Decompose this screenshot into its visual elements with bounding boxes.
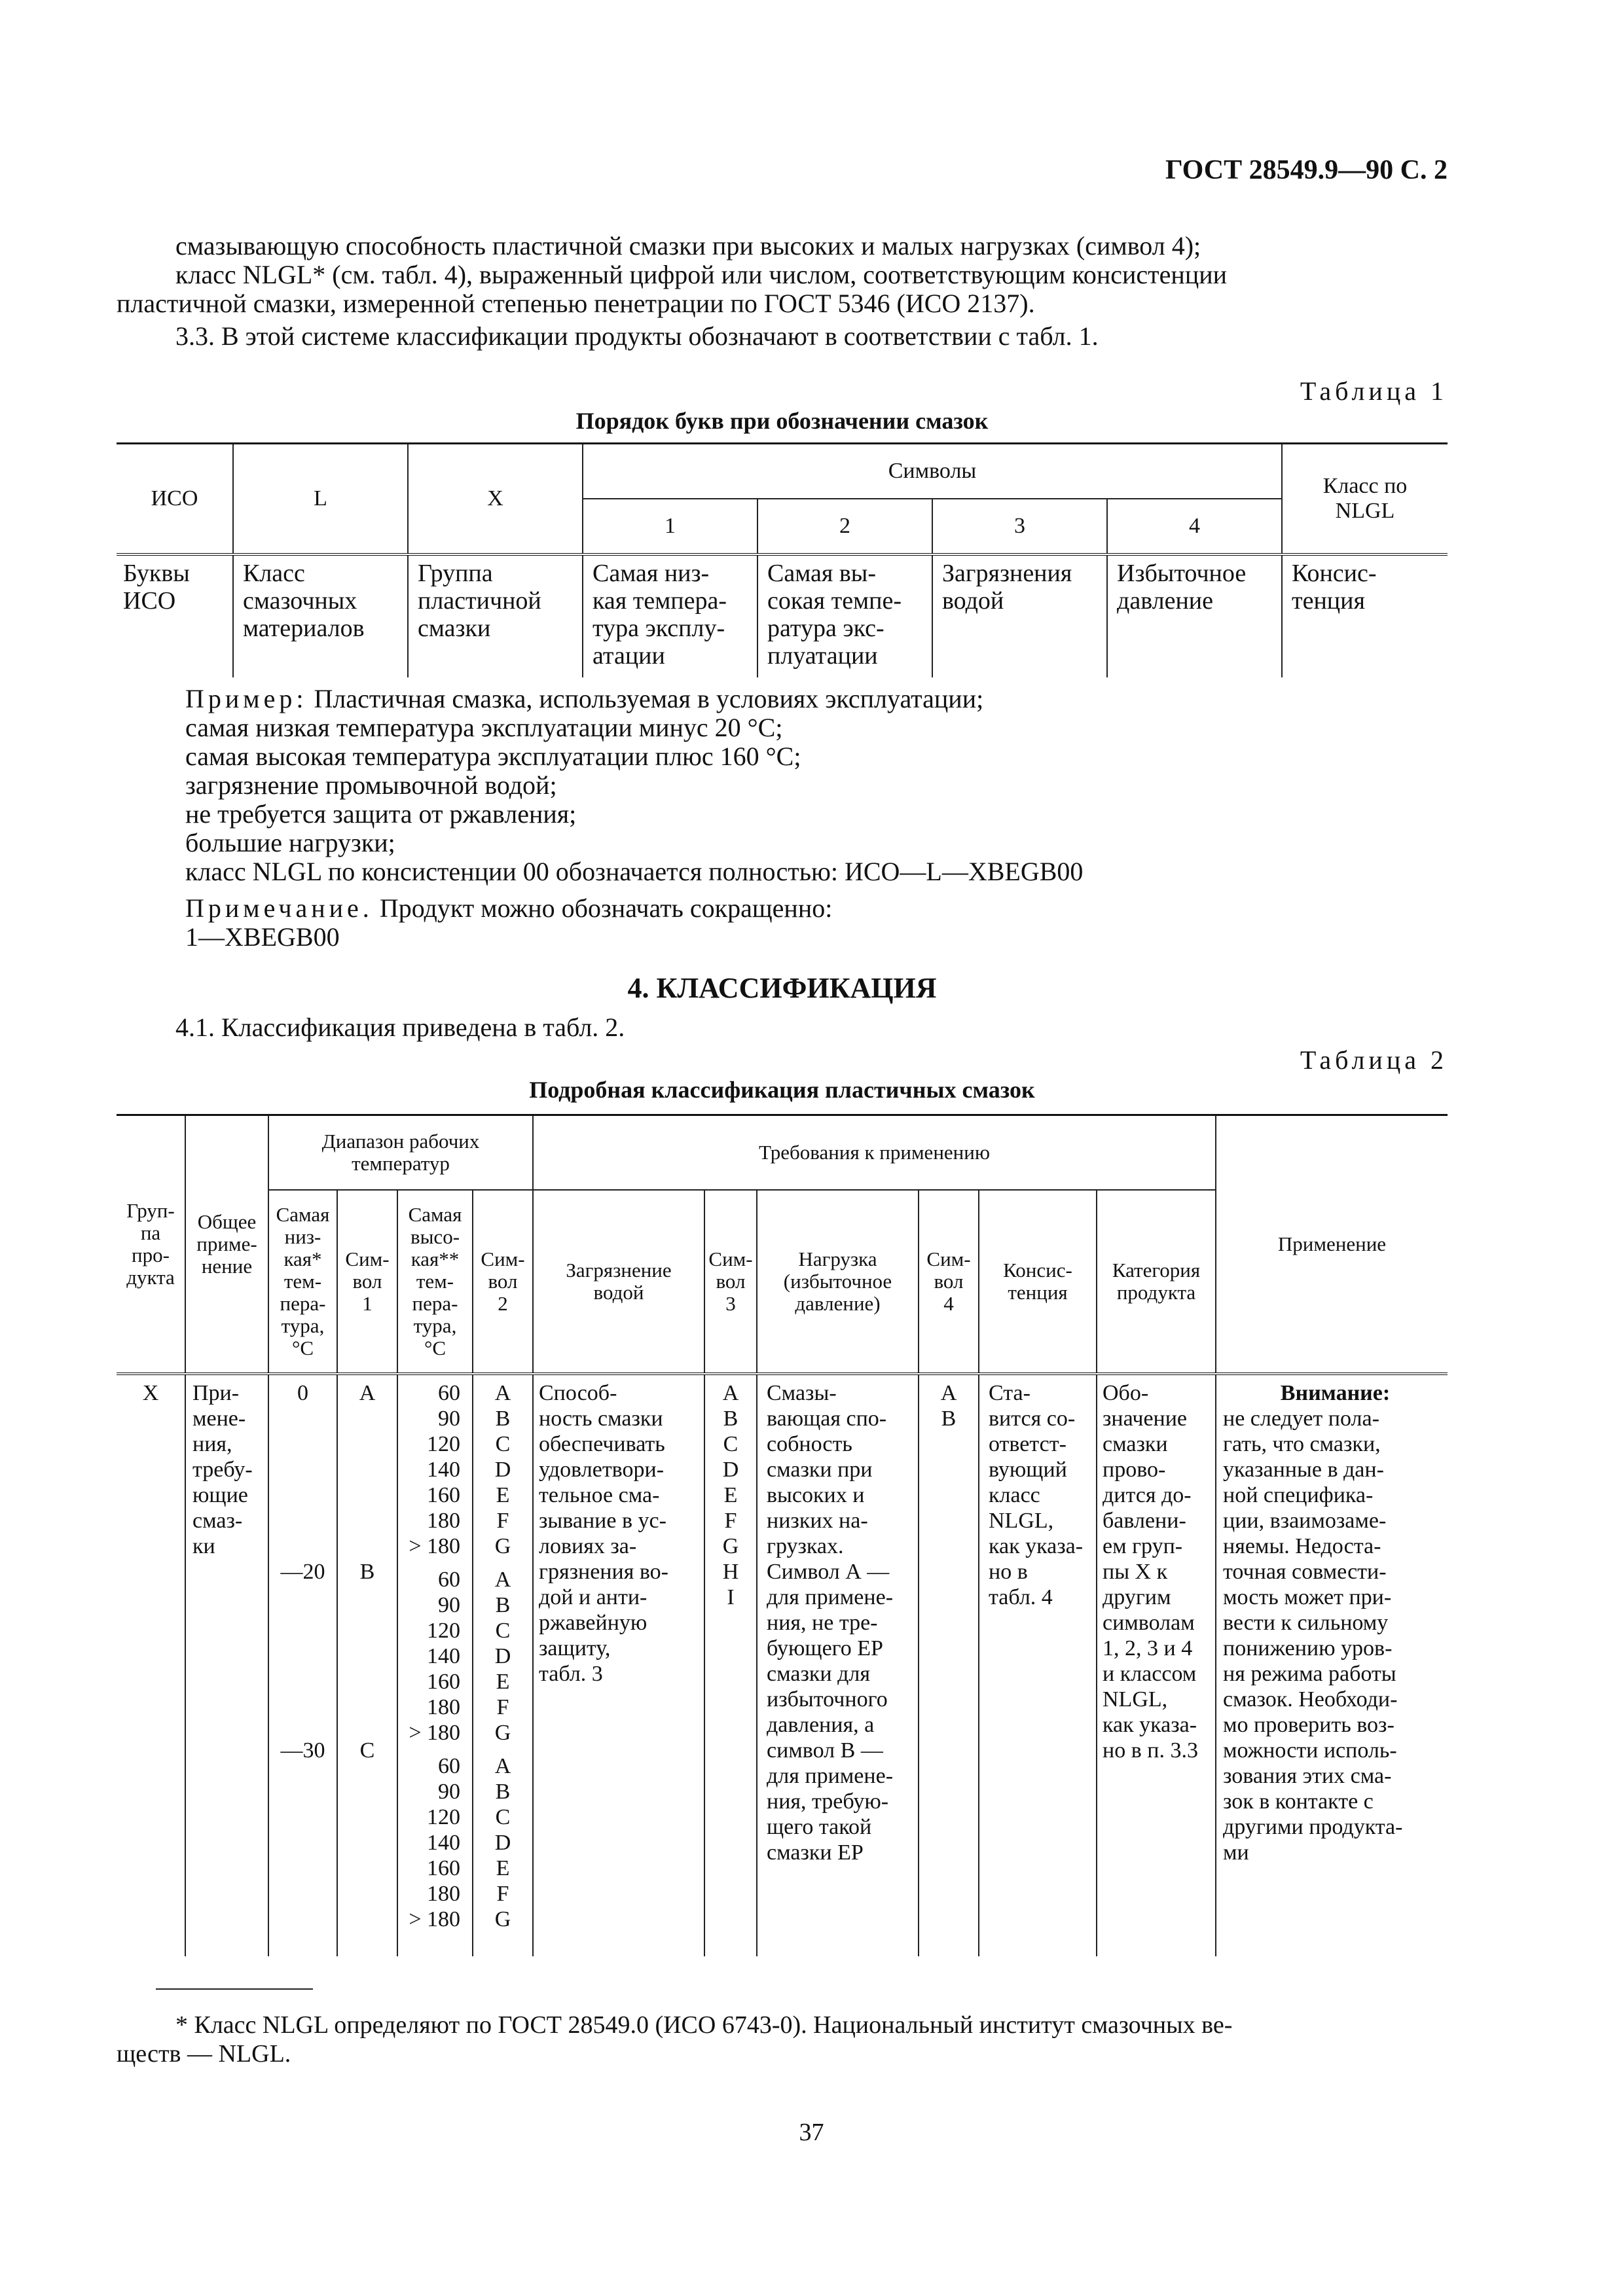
t2-cell-application — [1216, 1374, 1448, 1956]
t2-cell-low-temps — [268, 1374, 337, 1956]
t2-text: избыточного — [767, 1687, 888, 1712]
t2-text: как указа- — [989, 1534, 1084, 1558]
t1-text: Самая вы- — [767, 560, 876, 587]
t2-text: зования этих сма- — [1223, 1764, 1392, 1788]
t2-symbol-4: A — [940, 1381, 957, 1405]
t2-high-temp: 90 — [438, 1407, 460, 1431]
t2-symbol-2: G — [494, 1907, 511, 1931]
t2-text: Сим- — [481, 1247, 525, 1270]
t2-text: но в п. 3.3 — [1103, 1738, 1198, 1763]
t2-text: символ В — — [767, 1738, 883, 1763]
t2-symbol-2: F — [496, 1695, 509, 1719]
t2-text: тельное сма- — [539, 1483, 660, 1507]
t2-header-load — [757, 1190, 919, 1374]
t2-text: няемы. Недоста- — [1223, 1534, 1381, 1558]
t2-high-temp: 120 — [427, 1805, 460, 1829]
t2-text: Смазы- — [767, 1381, 837, 1405]
t2-high-temp: 120 — [427, 1432, 460, 1456]
t2-text: другим — [1103, 1585, 1171, 1609]
t1-text: Избыточное — [1117, 560, 1247, 587]
t2-text: продукта — [1116, 1281, 1196, 1304]
t1-header-iso: ИСО — [117, 444, 233, 555]
t1-cell-class — [233, 554, 408, 677]
t2-high-temp: > 180 — [409, 1907, 460, 1931]
t2-text: ня режима работы — [1223, 1662, 1396, 1686]
t2-symbol-2: E — [496, 1856, 510, 1880]
t1-text: Консис- — [1292, 560, 1377, 587]
t2-text: водой — [593, 1281, 644, 1304]
t2-text: тем- — [416, 1270, 454, 1293]
t2-text: Самая — [408, 1203, 462, 1226]
t2-text: грузках. — [767, 1534, 844, 1558]
t2-high-temp: 180 — [427, 1882, 460, 1906]
t2-text: Нагрузка — [798, 1247, 877, 1270]
t2-text: не следует пола- — [1223, 1407, 1379, 1431]
t2-symbol-1: A — [359, 1381, 376, 1405]
t2-symbol-2: G — [494, 1534, 511, 1558]
t2-text: тура, — [413, 1314, 457, 1337]
t1-text: Загрязнения — [942, 560, 1072, 587]
t1-text: сокая темпе- — [767, 587, 902, 615]
note-text: Продукт можно обозначать сокращенно: — [379, 893, 833, 923]
t2-symbol-4: B — [941, 1407, 957, 1431]
t2-text: смазок. Необходи- — [1223, 1687, 1398, 1712]
t2-symbol-3: B — [723, 1407, 739, 1431]
t2-text: зок в контакте с — [1223, 1789, 1374, 1814]
table-2 — [117, 1114, 1448, 1956]
t2-symbol-3: A — [722, 1381, 739, 1405]
t2-text: тенция — [1008, 1281, 1068, 1304]
t2-cell-general — [185, 1374, 268, 1956]
t1-text: ИСО — [123, 587, 176, 615]
t2-text: пера- — [412, 1292, 458, 1315]
t2-high-temp: 60 — [438, 1754, 460, 1778]
t2-text: кая* — [283, 1247, 322, 1270]
t2-text: высо- — [410, 1225, 460, 1248]
t2-text: ции, взаимозаме- — [1223, 1509, 1387, 1533]
t2-text: вол — [352, 1270, 382, 1293]
t2-text: вующий — [989, 1458, 1067, 1482]
t2-low-temp: 0 — [297, 1381, 308, 1405]
t2-symbol-2: A — [494, 1754, 511, 1778]
t2-cell-symbol-4 — [919, 1374, 979, 1956]
t2-text: ми — [1223, 1840, 1249, 1865]
t1-header-x: X — [408, 444, 583, 555]
table-1-title: Порядок букв при обозначении смазок — [575, 408, 989, 434]
t2-text: Самая — [276, 1203, 330, 1226]
t1-text: плуатации — [767, 642, 878, 670]
t2-text: для примене- — [767, 1764, 894, 1788]
t2-text: вол — [716, 1270, 746, 1293]
t2-header-high-temp — [397, 1190, 473, 1374]
t2-header-category — [1097, 1190, 1216, 1374]
t1-text: материалов — [243, 615, 365, 642]
t2-high-temp: 60 — [438, 1568, 460, 1592]
t2-text: Груп- — [126, 1199, 175, 1222]
footnote-line-1: * Класс NLGL определяют по ГОСТ 28549.0 (ИСО 6743-0). Национальный институт смазочных ве- — [175, 2011, 1233, 2039]
t1-text: смазочных — [243, 587, 357, 615]
t1-header-symbol-3: 3 — [932, 499, 1107, 554]
t2-high-temp: 120 — [427, 1619, 460, 1643]
t2-text: тура, — [281, 1314, 325, 1337]
example-line: большие нагрузки; — [185, 828, 395, 857]
t2-text: обеспечивать — [539, 1432, 665, 1456]
t2-text: вится со- — [989, 1407, 1076, 1431]
t2-text: собность — [767, 1432, 852, 1456]
t1-text: пластичной — [418, 587, 541, 615]
t2-text: и классом — [1103, 1662, 1197, 1686]
t2-text: можности исполь- — [1223, 1738, 1397, 1763]
t2-attention-heading: Внимание: — [1280, 1381, 1391, 1405]
t2-text: 4 — [943, 1292, 954, 1315]
t2-text: ющие — [192, 1483, 248, 1507]
t2-text: Консис- — [1003, 1259, 1072, 1282]
t2-text: бующего EP — [767, 1636, 883, 1660]
t2-symbol-2: D — [494, 1831, 511, 1855]
t2-symbol-3: E — [723, 1483, 738, 1507]
t2-text: Сим- — [926, 1247, 971, 1270]
t2-header-group — [117, 1115, 185, 1374]
t2-text: точная совмести- — [1223, 1560, 1387, 1584]
t2-text: дукта — [126, 1266, 175, 1289]
t2-header-requirements: Требования к применению — [533, 1115, 1216, 1191]
t2-symbol-2: G — [494, 1721, 511, 1745]
t2-text: При- — [192, 1381, 240, 1405]
t2-text: Диапазон рабочих — [321, 1130, 480, 1153]
t2-symbol-3: G — [722, 1534, 739, 1558]
t2-text: 1, 2, 3 и 4 — [1103, 1636, 1193, 1660]
t2-high-temp: 140 — [427, 1831, 460, 1855]
t2-header-symbol-3 — [704, 1190, 757, 1374]
t2-symbol-3: H — [722, 1560, 739, 1584]
t2-text: символам — [1103, 1611, 1195, 1635]
t2-text: дится до- — [1103, 1483, 1192, 1507]
t2-cell-high-temps — [397, 1374, 473, 1956]
t2-text: ответст- — [989, 1432, 1067, 1456]
example-line: не требуется защита от ржавления; — [185, 799, 577, 829]
t2-text: смазки — [1103, 1432, 1168, 1456]
t2-text: Загрязнение — [566, 1259, 672, 1282]
t2-symbol-2: B — [495, 1593, 511, 1617]
t2-text: ной специфика- — [1223, 1483, 1374, 1507]
t2-text: удовлетвори- — [539, 1458, 665, 1482]
section-title: 4. КЛАССИФИКАЦИЯ — [627, 972, 937, 1004]
t2-text: 2 — [498, 1292, 508, 1315]
page-number: 37 — [799, 2119, 824, 2146]
t2-high-temp: > 180 — [409, 1534, 460, 1558]
intro-line-1: смазывающую способность пластичной смазки при высоких и малых нагрузках (символ 4); — [175, 231, 1201, 260]
t2-text: защиту, — [539, 1636, 611, 1660]
t2-symbol-3: C — [723, 1432, 739, 1456]
t2-text: дой и анти- — [539, 1585, 647, 1609]
t1-header-symbol-2: 2 — [757, 499, 932, 554]
t1-text: Самая низ- — [593, 560, 710, 587]
t2-text: ки — [192, 1534, 215, 1558]
t1-cell-consistency — [1282, 554, 1448, 677]
t2-high-temp: 140 — [427, 1644, 460, 1668]
t2-symbol-3: D — [722, 1458, 739, 1482]
t2-text: кая** — [410, 1247, 460, 1270]
t2-header-temp-range — [268, 1115, 533, 1191]
t2-text: указанные в дан- — [1223, 1458, 1384, 1482]
t2-high-temp: 90 — [438, 1780, 460, 1804]
t2-symbol-2: A — [494, 1568, 511, 1592]
t2-text: вающая спо- — [767, 1407, 887, 1431]
t2-header-low-temp — [268, 1190, 337, 1374]
t2-text: давления, а — [767, 1713, 875, 1737]
t2-text: тем- — [283, 1270, 322, 1293]
t2-text: зывание в ус- — [539, 1509, 666, 1533]
t2-cell-water — [533, 1374, 704, 1956]
intro-line-2: класс NLGL* (см. табл. 4), выраженный цифрой или числом, соответствующим консистенции — [175, 260, 1228, 289]
t2-header-water — [533, 1190, 704, 1374]
t1-cell-high-temp — [757, 554, 932, 677]
table-2-label: Таблица 2 — [1300, 1045, 1448, 1075]
t2-text: для примене- — [767, 1585, 894, 1609]
t2-high-temp: 160 — [427, 1670, 460, 1694]
t2-text: мене- — [192, 1407, 246, 1431]
t2-header-application: Применение — [1216, 1115, 1448, 1374]
t2-symbol-1: B — [359, 1560, 375, 1584]
t2-text: низких на- — [767, 1509, 868, 1533]
footnote-line-2: ществ — NLGL. — [117, 2040, 291, 2068]
t2-text: класс — [989, 1483, 1040, 1507]
t2-symbol-2: C — [495, 1432, 511, 1456]
t2-text: мо проверить воз- — [1223, 1713, 1395, 1737]
t2-text: ность смазки — [539, 1407, 663, 1431]
t2-text: табл. 4 — [989, 1585, 1053, 1609]
t2-symbol-2: B — [495, 1780, 511, 1804]
t2-high-temp: 180 — [427, 1695, 460, 1719]
t2-text: про- — [132, 1244, 170, 1266]
t2-text: ржавейную — [539, 1611, 647, 1635]
t1-header-symbols: Символы — [583, 444, 1282, 499]
t2-text: ем груп- — [1103, 1534, 1183, 1558]
paragraph-3-3: 3.3. В этой системе классификации продукты обозначают в соответствии с табл. 1. — [175, 321, 1099, 351]
example-line: Пластичная смазка, используемая в условиях эксплуатации; — [314, 684, 984, 713]
t1-text: Класс — [243, 560, 305, 587]
t2-header-symbol-1 — [337, 1190, 397, 1374]
t1-text: Буквы — [123, 560, 190, 587]
example-line: самая низкая температура эксплуатации минус 20 °С; — [185, 713, 783, 742]
t2-text: грязнения во- — [539, 1560, 668, 1584]
t2-text: NLGL, — [989, 1509, 1054, 1533]
t2-symbol-2: F — [496, 1509, 509, 1533]
table-1-label: Таблица 1 — [1300, 376, 1448, 406]
t2-text: пера- — [280, 1292, 326, 1315]
note-line-2: 1—XBEGB00 — [185, 922, 340, 952]
t2-header-general — [185, 1115, 268, 1374]
t2-text: вол — [488, 1270, 518, 1293]
t2-cell-load — [757, 1374, 919, 1956]
t2-symbol-2: D — [494, 1644, 511, 1668]
t2-low-temp: —30 — [280, 1738, 325, 1763]
t2-text: ния, требую- — [767, 1789, 889, 1814]
example-line: самая высокая температура эксплуатации плюс 160 °С; — [185, 742, 801, 771]
t1-cell-low-temp — [583, 554, 757, 677]
t2-text: гать, что смазки, — [1223, 1432, 1381, 1456]
t2-text: смаз- — [192, 1509, 243, 1533]
note-label: Примечание. — [185, 893, 373, 923]
t2-cell-symbol-2 — [473, 1374, 533, 1956]
t1-text: ратура экс- — [767, 615, 884, 642]
t2-text: 3 — [725, 1292, 736, 1315]
t2-text: понижению уров- — [1223, 1636, 1393, 1660]
t2-symbol-1: C — [359, 1738, 375, 1763]
t2-text: 1 — [362, 1292, 373, 1315]
t2-text: прово- — [1103, 1458, 1166, 1482]
t2-text: высоких и — [767, 1483, 865, 1507]
t1-text: давление — [1117, 587, 1214, 615]
t2-header-symbol-4 — [919, 1190, 979, 1374]
t2-cell-category — [1097, 1374, 1216, 1956]
t1-header-l: L — [233, 444, 408, 555]
t1-cell-letters — [117, 554, 233, 677]
page-header: ГОСТ 28549.9—90 С. 2 — [1165, 155, 1448, 185]
t2-text: низ- — [284, 1225, 321, 1248]
t2-high-temp: 180 — [427, 1509, 460, 1533]
t2-text: °С — [291, 1336, 314, 1359]
t2-text: Ста- — [989, 1381, 1030, 1405]
example-line: загрязнение промывочной водой; — [185, 770, 557, 800]
t2-text: ния, не тре- — [767, 1611, 878, 1635]
t2-text: как указа- — [1103, 1713, 1197, 1737]
t2-symbol-2: E — [496, 1670, 510, 1694]
t2-symbol-2: C — [495, 1805, 511, 1829]
t1-text: смазки — [418, 615, 491, 642]
t2-high-temp: 140 — [427, 1458, 460, 1482]
t1-text: Группа — [418, 560, 493, 587]
example-block — [185, 685, 1083, 886]
t2-text: Способ- — [539, 1381, 617, 1405]
t1-text: тенция — [1292, 587, 1365, 615]
t2-text: смазки для — [767, 1662, 871, 1686]
footnote-divider — [156, 1988, 313, 1990]
t2-low-temp: —20 — [280, 1560, 325, 1584]
t2-text: табл. 3 — [539, 1662, 603, 1686]
t2-text: нение — [201, 1255, 253, 1278]
t1-text: водой — [942, 587, 1004, 615]
t1-text: атации — [593, 642, 665, 670]
paragraph-4-1: 4.1. Классификация приведена в табл. 2. — [175, 1013, 625, 1042]
t2-symbol-2: B — [495, 1407, 511, 1431]
t2-symbol-2: E — [496, 1483, 510, 1507]
t1-cell-pressure — [1107, 554, 1282, 677]
t2-cell-group: X — [117, 1374, 185, 1956]
t2-text: но в — [989, 1560, 1028, 1584]
t2-text: щего такой — [767, 1815, 872, 1839]
table-2-title: Подробная классификация пластичных смазок — [529, 1077, 1035, 1103]
t1-header-symbol-1: 1 — [583, 499, 757, 554]
t2-text: смазки EP — [767, 1840, 864, 1865]
example-line: класс NLGL по консистенции 00 обозначается полностью: ИСО—L—XBEGB00 — [185, 857, 1084, 886]
t2-symbol-3: F — [724, 1509, 737, 1533]
t2-text: бавлени- — [1103, 1509, 1186, 1533]
t2-symbol-2: D — [494, 1458, 511, 1482]
t2-text: Сим- — [345, 1247, 390, 1270]
t2-text: Общее — [197, 1210, 257, 1233]
t2-text: °С — [424, 1336, 447, 1359]
t2-cell-consistency — [979, 1374, 1097, 1956]
t2-high-temp: 60 — [438, 1381, 460, 1405]
t2-text: NLGL, — [1103, 1687, 1168, 1712]
t2-text: (избыточное — [783, 1270, 892, 1293]
example-label: Пример: — [185, 684, 308, 713]
t2-text: ния, — [192, 1432, 232, 1456]
t1-text: кая темпера- — [593, 587, 727, 615]
t2-high-temp: > 180 — [409, 1721, 460, 1745]
t1-header-nlgl: Класс по NLGL — [1282, 444, 1448, 555]
t1-cell-group — [408, 554, 583, 677]
t2-text: вол — [934, 1270, 964, 1293]
t2-text: пы X к — [1103, 1560, 1168, 1584]
t2-text: приме- — [196, 1232, 257, 1255]
t2-text: Обо- — [1103, 1381, 1149, 1405]
t2-text: значение — [1103, 1407, 1188, 1431]
note-block — [185, 894, 832, 952]
t2-symbol-3: I — [727, 1585, 735, 1609]
t2-text: па — [140, 1221, 161, 1244]
table-1 — [117, 442, 1448, 677]
t2-symbol-2: F — [496, 1882, 509, 1906]
t1-header-symbol-4: 4 — [1107, 499, 1282, 554]
t1-text: тура эксплу- — [593, 615, 725, 642]
t2-cell-symbol-1 — [337, 1374, 397, 1956]
t2-text: другими продукта- — [1223, 1815, 1403, 1839]
t2-text: смазки при — [767, 1458, 873, 1482]
t2-cell-symbol-3 — [704, 1374, 757, 1956]
t2-text: Сим- — [708, 1247, 753, 1270]
t2-symbol-2: A — [494, 1381, 511, 1405]
t2-text: Символ А — — [767, 1560, 890, 1584]
t2-text: температур — [352, 1152, 450, 1175]
t2-text: Категория — [1112, 1259, 1201, 1282]
t2-high-temp: 160 — [427, 1856, 460, 1880]
t2-text: ловиях за- — [539, 1534, 637, 1558]
t2-text: требу- — [192, 1458, 253, 1482]
t2-text: вести к сильному — [1223, 1611, 1389, 1635]
t2-symbol-2: C — [495, 1619, 511, 1643]
t1-cell-water — [932, 554, 1107, 677]
t2-high-temp: 160 — [427, 1483, 460, 1507]
t2-text: мость может при- — [1223, 1585, 1392, 1609]
t2-high-temp: 90 — [438, 1593, 460, 1617]
intro-line-3: пластичной смазки, измеренной степенью пенетрации по ГОСТ 5346 (ИСО 2137). — [117, 289, 1035, 318]
t2-text: давление) — [795, 1292, 881, 1315]
t2-header-consistency — [979, 1190, 1097, 1374]
t2-header-symbol-2 — [473, 1190, 533, 1374]
